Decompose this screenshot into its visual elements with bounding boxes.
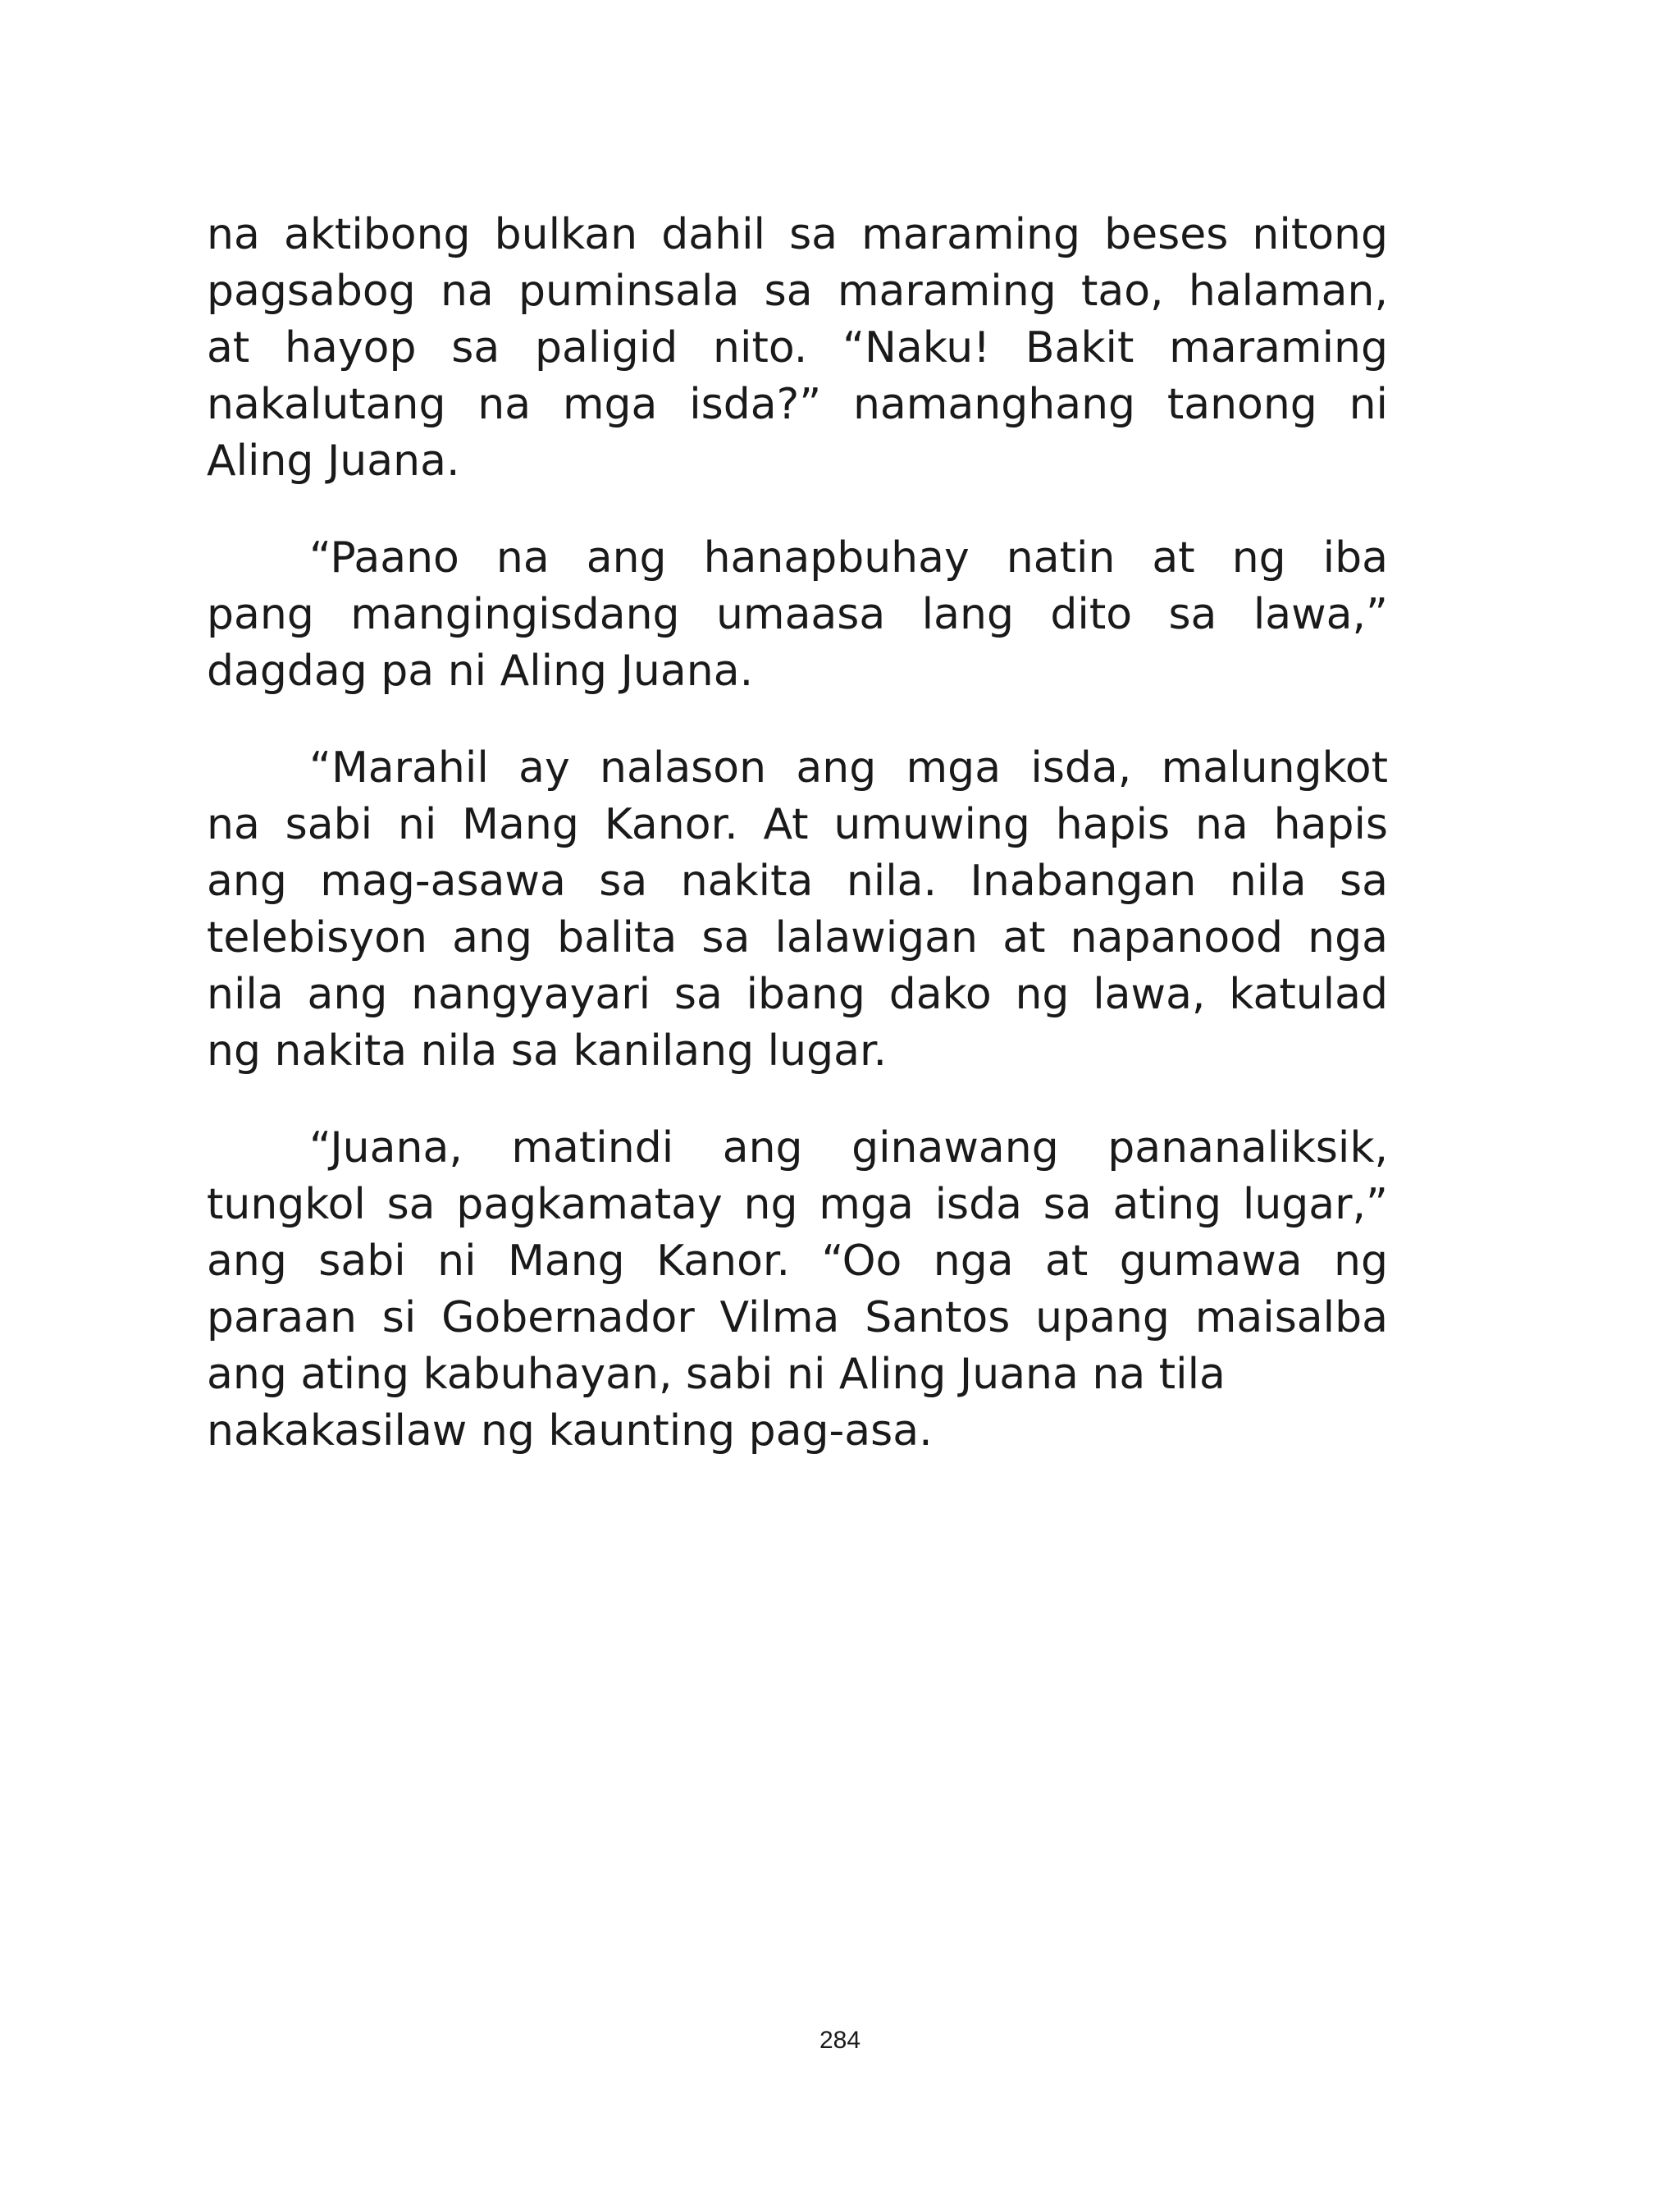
text-line: “Juana, matindi ang ginawang pananaliksik, [309,1123,1388,1173]
text-line: ng nakita nila sa kanilang lugar. [207,1026,888,1076]
text-line: Aling Juana. [207,437,460,486]
text-line: at hayop sa paligid nito. “Naku! Bakit maraming [207,323,1388,373]
paragraph-1 [207,207,1388,490]
text-line: ang ating kabuhayan, sabi ni Aling Juana na tila [207,1350,1226,1399]
text-line: nila ang nangyayari sa ibang dako ng lawa, katulad [207,970,1388,1019]
body-text [207,207,1388,1460]
text-line: ang sabi ni Mang Kanor. “Oo nga at gumawa ng [207,1237,1388,1286]
paragraph-2 [207,530,1388,700]
text-line: ang mag-asawa sa nakita nila. Inabangan nila sa [207,857,1388,906]
page-number: 284 [819,2027,861,2054]
text-line: nakalutang na mga isda?” namanghang tanong ni [207,380,1388,429]
text-line: pagsabog na puminsala sa maraming tao, halaman, [207,267,1388,316]
text-line: paraan si Gobernador Vilma Santos upang maisalba [207,1293,1388,1342]
text-line: na sabi ni Mang Kanor. At umuwing hapis na hapis [207,800,1388,849]
text-line: telebisyon ang balita sa lalawigan at napanood nga [207,913,1388,962]
paragraph-3 [207,740,1388,1080]
text-line: “Paano na ang hanapbuhay natin at ng iba [309,533,1388,583]
paragraph-4 [207,1120,1388,1460]
text-line: tungkol sa pagkamatay ng mga isda sa ating lugar,” [207,1180,1388,1229]
text-line: “Marahil ay nalason ang mga isda, malungkot [309,743,1388,793]
text-line: dagdag pa ni Aling Juana. [207,647,754,696]
text-line: pang mangingisdang umaasa lang dito sa lawa,” [207,590,1388,639]
text-line: na aktibong bulkan dahil sa maraming beses nitong [207,210,1388,259]
text-line: nakakasilaw ng kaunting pag-asa. [207,1406,933,1456]
